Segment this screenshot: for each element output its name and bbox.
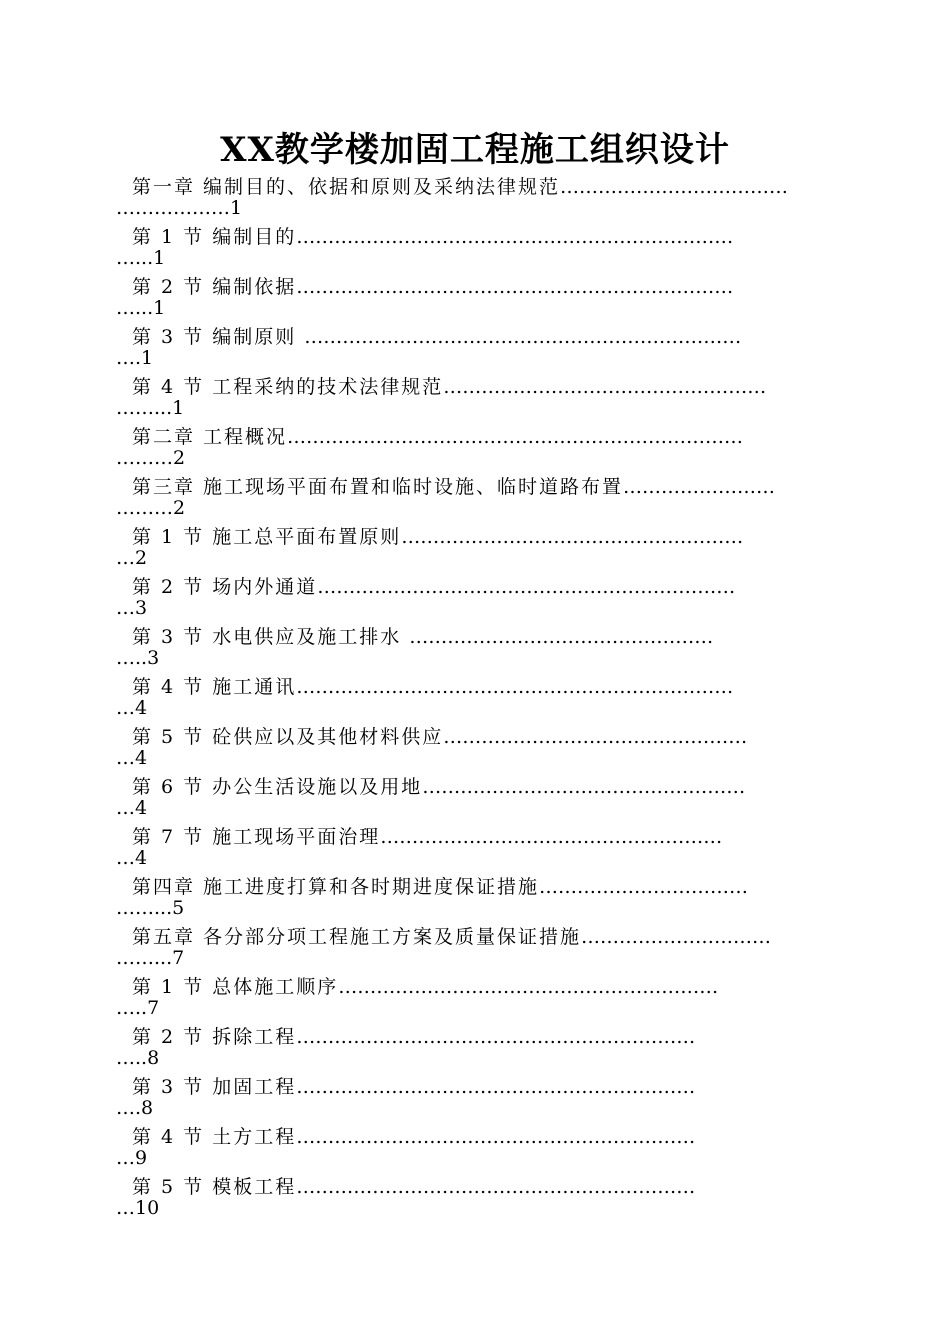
toc-entry: [116, 620, 846, 670]
toc-entry: [116, 670, 846, 720]
toc-entry-leader: ……………………………: [539, 876, 749, 898]
toc-entry-leader: ………………………………………………………: [296, 1026, 696, 1048]
toc-entry-page: …..3: [116, 647, 160, 669]
toc-entry-page: …..8: [116, 1047, 160, 1069]
toc-entry-line: [132, 724, 747, 750]
toc-entry: [116, 1120, 846, 1170]
document-title: XX教学楼加固工程施工组织设计: [220, 130, 730, 170]
toc-entry-label: 第 2 节 场内外通道: [132, 576, 318, 598]
toc-entry-line: [132, 974, 718, 1000]
toc-entry: [116, 170, 846, 220]
toc-entry-page: ……...7: [116, 947, 185, 969]
toc-entry-label: 第 4 节 土方工程: [132, 1126, 297, 1148]
toc-entry-page: …...1: [116, 247, 166, 269]
toc-entry-line: [132, 574, 735, 600]
toc-entry-label: 第三章 施工现场平面布置和临时设施、临时道路布置: [132, 476, 624, 498]
toc-entry-line: [132, 274, 733, 300]
toc-entry-leader: ……………………………………………………………: [304, 326, 742, 348]
toc-entry-label: 第二章 工程概况: [132, 426, 288, 448]
toc-entry-label: 第 3 节 编制原则: [132, 326, 305, 348]
table-of-contents: [116, 170, 846, 1220]
toc-entry: [116, 920, 846, 970]
toc-entry: [116, 220, 846, 270]
toc-entry: [116, 570, 846, 620]
toc-entry: [116, 1170, 846, 1220]
toc-entry-label: 第 4 节 施工通讯: [132, 676, 297, 698]
toc-entry-leader: ……………………………………………: [443, 376, 767, 398]
toc-entry-label: 第 7 节 施工现场平面治理: [132, 826, 381, 848]
toc-entry-leader: ……………………………………………………: [338, 976, 719, 998]
toc-entry-label: 第 4 节 工程采纳的技术法律规范: [132, 376, 444, 398]
toc-entry-line: [132, 874, 748, 900]
toc-entry-leader: ………………………………………………: [401, 526, 744, 548]
toc-entry-label: 第 5 节 模板工程: [132, 1176, 297, 1198]
toc-entry-line: [132, 524, 743, 550]
toc-entry-leader: ……………………: [623, 476, 776, 498]
toc-entry: [116, 420, 846, 470]
toc-entry-label: 第 6 节 办公生活设施以及用地: [132, 776, 423, 798]
toc-entry-leader: …………………………: [581, 926, 772, 948]
toc-entry-line: [132, 774, 745, 800]
toc-entry-line: [132, 1024, 695, 1050]
toc-entry-page: …..7: [116, 997, 160, 1019]
toc-entry-page: ….1: [116, 347, 154, 369]
toc-entry-page: ……...1: [116, 397, 185, 419]
toc-entry-page: …9: [116, 1147, 148, 1169]
toc-entry: [116, 870, 846, 920]
toc-entry-leader: …………………………………………: [409, 626, 714, 648]
toc-entry-leader: ………………………………………………………………: [287, 426, 744, 448]
toc-entry-label: 第 1 节 施工总平面布置原则: [132, 526, 402, 548]
toc-entry-page: …10: [116, 1197, 160, 1219]
toc-entry-leader: ………………………………: [560, 176, 789, 198]
toc-entry-line: [132, 674, 733, 700]
toc-entry-label: 第 3 节 加固工程: [132, 1076, 297, 1098]
toc-entry-label: 第 1 节 编制目的: [132, 226, 297, 248]
toc-entry-page: …4: [116, 797, 148, 819]
toc-entry-label: 第一章 编制目的、依据和原则及采纳法律规范: [132, 176, 561, 198]
toc-entry-page: ……...5: [116, 897, 185, 919]
toc-entry-line: [132, 624, 713, 650]
toc-entry-page: …4: [116, 847, 148, 869]
toc-entry: [116, 470, 846, 520]
toc-entry-leader: ………………………………………………………: [296, 1126, 696, 1148]
toc-entry-page: …2: [116, 547, 148, 569]
toc-entry-page: ………………1: [116, 197, 243, 219]
toc-entry-leader: ……………………………………………………………: [296, 276, 734, 298]
toc-entry: [116, 720, 846, 770]
toc-entry-label: 第 5 节 砼供应以及其他材料供应: [132, 726, 444, 748]
toc-entry-label: 第 3 节 水电供应及施工排水: [132, 626, 410, 648]
toc-entry: [116, 970, 846, 1020]
toc-entry-page: …3: [116, 597, 148, 619]
toc-entry-label: 第 1 节 总体施工顺序: [132, 976, 339, 998]
toc-entry-line: [132, 1124, 695, 1150]
toc-entry-line: [132, 924, 771, 950]
toc-entry-line: [132, 424, 743, 450]
toc-entry: [116, 370, 846, 420]
toc-entry-label: 第 2 节 拆除工程: [132, 1026, 297, 1048]
toc-entry-line: [132, 324, 741, 350]
toc-entry-leader: ………………………………………………………: [296, 1176, 696, 1198]
toc-entry-label: 第 2 节 编制依据: [132, 276, 297, 298]
toc-entry: [116, 1020, 846, 1070]
toc-entry-leader: …………………………………………………………: [317, 576, 736, 598]
toc-entry-leader: …………………………………………: [443, 726, 748, 748]
toc-entry: [116, 820, 846, 870]
toc-entry: [116, 770, 846, 820]
toc-entry-line: [132, 824, 722, 850]
toc-entry-leader: ……………………………………………: [422, 776, 746, 798]
toc-entry-page: …4: [116, 697, 148, 719]
toc-entry-line: [132, 1174, 695, 1200]
toc-entry-line: [132, 374, 766, 400]
toc-entry: [116, 270, 846, 320]
toc-entry-page: …4: [116, 747, 148, 769]
toc-entry-page: ………2: [116, 447, 186, 469]
toc-entry-page: …...1: [116, 297, 166, 319]
toc-entry-leader: ……………………………………………………………: [296, 676, 734, 698]
toc-entry-line: [132, 1074, 695, 1100]
toc-entry-page: ….8: [116, 1097, 154, 1119]
toc-entry: [116, 1070, 846, 1120]
toc-entry-label: 第五章 各分部分项工程施工方案及质量保证措施: [132, 926, 582, 948]
toc-entry-leader: ………………………………………………………: [296, 1076, 696, 1098]
toc-entry-line: [132, 474, 775, 500]
toc-entry-leader: ………………………………………………: [380, 826, 723, 848]
toc-entry: [116, 320, 846, 370]
toc-entry-line: [132, 224, 733, 250]
toc-entry-page: ………2: [116, 497, 186, 519]
toc-entry-leader: ……………………………………………………………: [296, 226, 734, 248]
toc-entry: [116, 520, 846, 570]
toc-entry-label: 第四章 施工进度打算和各时期进度保证措施: [132, 876, 540, 898]
